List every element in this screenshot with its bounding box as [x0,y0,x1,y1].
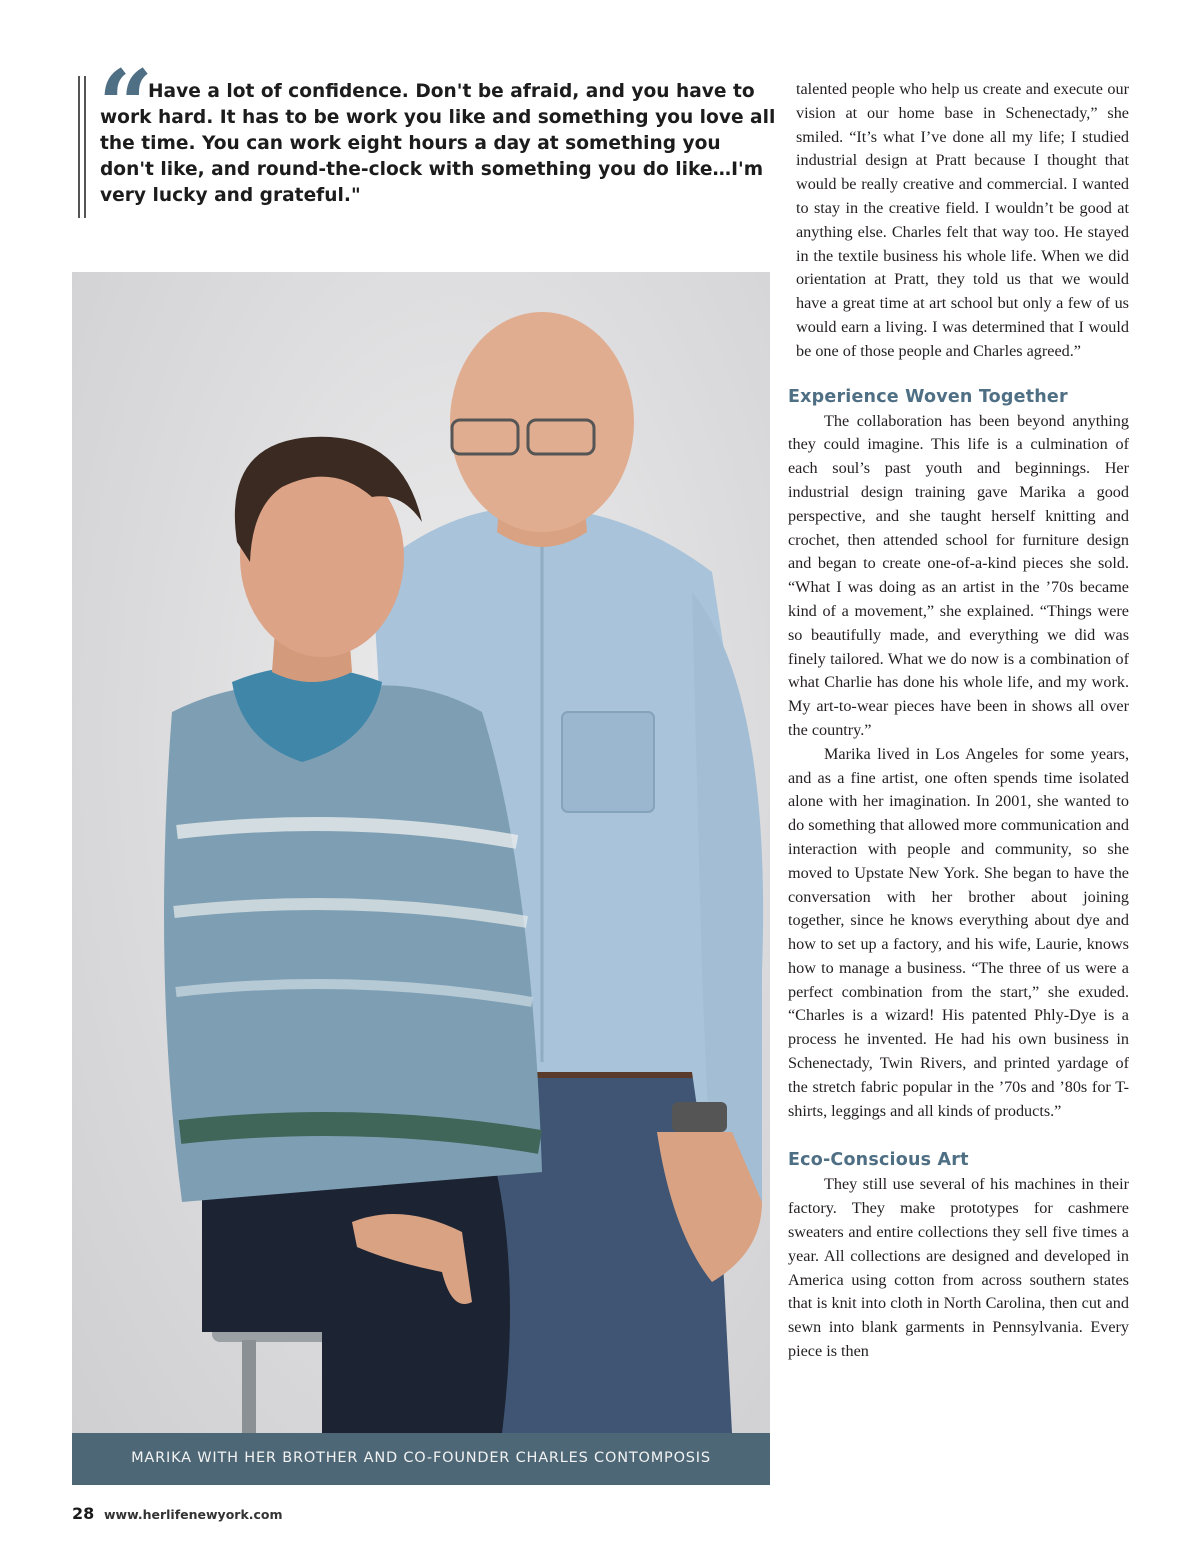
pull-quote-text: Have a lot of confidence. Don't be afraid, and you have to work hard. It has to be work you like and something you love all the time. You can work eight hours a day at something you don't like, and round-the-clock with something you do like…I'm very lucky and grateful." [100,81,776,206]
article-paragraph: They still use several of his machines in their factory. They make prototypes for cashmere sweaters and entire collections they sell five times a year. All collections are designed and developed in America using cotton from across southern states that is knit into cloth in North Carolina, then cut and sewn into blank garments in Pennsylvania. Every piece is then [788,1175,1129,1361]
quote-mark-icon: “ [98,49,154,162]
photo-caption: MARIKA WITH HER BROTHER AND CO-FOUNDER CHARLES CONTOMPOSIS [131,1450,711,1466]
section-heading: Experience Woven Together [788,386,1068,407]
portrait-photo [72,272,770,1433]
photo-caption-bar [72,1433,770,1485]
shirt-pocket [562,712,654,812]
page-number: 28 [72,1504,95,1523]
pull-quote-rule [84,76,86,218]
man-head [450,312,634,532]
pull-quote-rule [78,76,80,218]
article-paragraph: Marika lived in Los Angeles for some years, and as a fine artist, one often spends time isolated alone with her imagination. In 2001, she wanted to do something that allowed more communication and interaction with people and community, so she moved to Upstate New York. She began to have the conversation with her brother about joining together, since he knows everything about dye and how to set up a factory, and his wife, Laurie, knows how to manage a business. “The three of us were a perfect combination from the start,” she exuded. “Charles is a wizard! His patented Phly-Dye is a process he invented. He had his own business in Schenectady, Twin Rivers, and printed yardage of the stretch fabric popular in the ’70s and ’80s for T-shirts, leggings and all kinds of products.” [788,744,1129,1120]
wristwatch [672,1102,727,1132]
pull-quote [78,49,778,218]
footer-url: www.herlifenewyork.com [104,1507,283,1522]
section-heading: Eco-Conscious Art [788,1150,969,1171]
article-column [788,78,1129,1364]
article-paragraph: talented people who help us create and execute our vision at our home base in Schenectady,” she smiled. “It’s what I’ve done all my life; I studied industrial design at Pratt because I thought that would be really creative and commercial. I wanted to stay in the creative field. I wouldn’t be good at anything else. Charles felt that way too. He stayed in the textile business his whole life. When we did orientation at Pratt, they told us that we would have a great time at art school but only a few of us would earn a living. I was determined that I would be one of those people and Charles agreed.” [796,80,1129,360]
stool-leg [242,1340,256,1433]
article-paragraph: The collaboration has been beyond anything they could imagine. This life is a culmination of each soul’s past youth and beginnings. Her industrial design training gave Marika a good perspective, and she taught herself knitting and crochet, then attended school for furniture design and began to create one-of-a-kind pieces she sold. “What I was doing as an artist in the ’70s became kind of a movement,” she explained. “Things were so beautifully made, and everything we did was finely tailored. What we do now is a combination of what Charlie has done his whole life, and my work. My art-to-wear pieces have been in shows all over the country.” [788,411,1129,739]
portrait-illustration [72,272,770,1433]
